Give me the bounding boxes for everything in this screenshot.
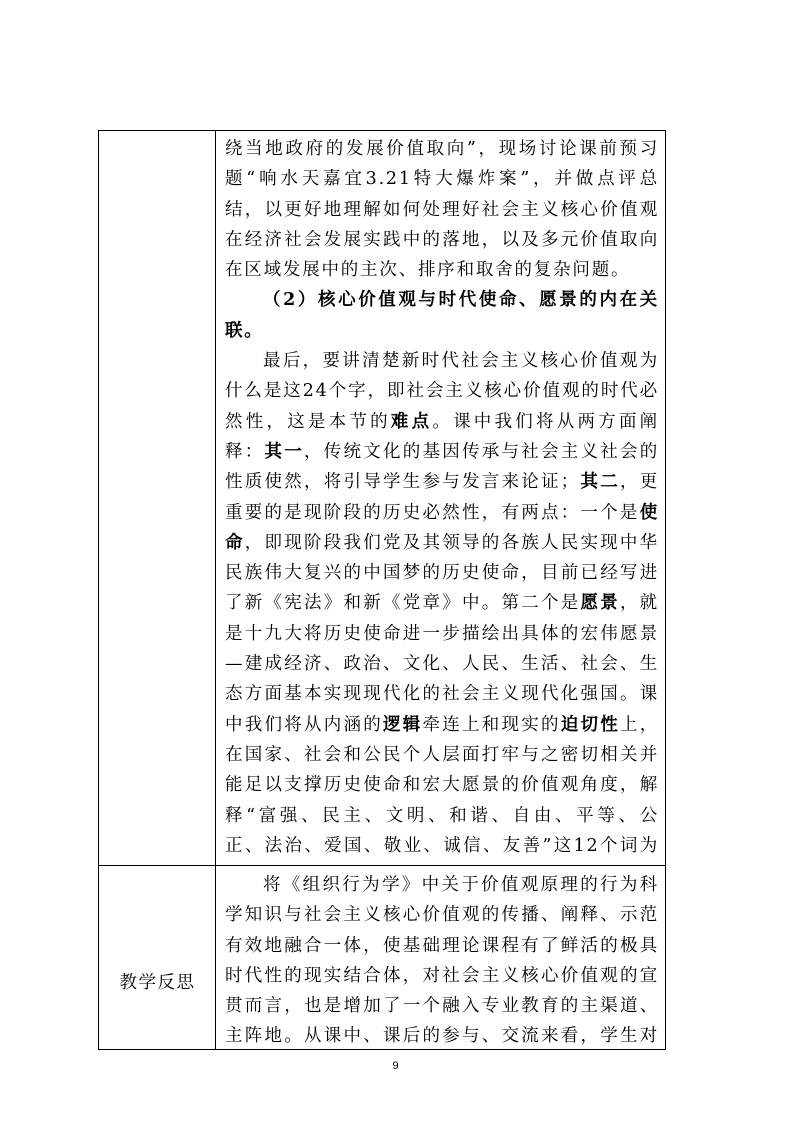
reflection-paragraph: 将《组织行为学》中关于价值观原理的行为科学知识与社会主义核心价值观的传播、阐释、示范有效地融合一体，使基础理论课程有了鲜活的极具时代性的现实结合体，对社会主义核心价值观的宣贯而言，也是增加了一个融入专业教育的主渠道、主阵地。从课中、课后的参与、交流来看，学生对: [225, 875, 659, 1047]
bold-keyword: 其二: [580, 472, 620, 493]
text-segment: ，就是十九大将历史使命进一步描绘出具体的宏伟愿景—建成经济、政治、文化、人民、生活、社会、生态方面基本实现现代化的社会主义现代化强国。课中我们将从内涵的: [225, 593, 659, 735]
content-paragraphs: [225, 134, 659, 865]
bold-keyword: 难点: [390, 411, 433, 432]
text-segment: 上，在国家、社会和公民个人层面打牢与之密切相关并能足以支撑历史使命和宏大愿景的价值观角度，解释“富强、民主、文明、和谐、自由、平等、公正、法治、爱国、敬业、诚信、友善”这12个词为: [225, 714, 659, 856]
continuation-paragraph: 绕当地政府的发展价值取向”，现场讨论课前预习题“响水天嘉宜3.21特大爆炸案”，并做点评总结，以更好地理解如何处理好社会主义核心价值观在经济社会发展实践中的落地，以及多元价值取向在区域发展中的主次、排序和取舍的复杂问题。: [225, 139, 659, 281]
text-segment: ，传统文化的基因传承与社会主义社会的性质使然，将引导学生参与发言来论证；: [225, 441, 659, 493]
text-segment: ，即现阶段我们党及其领导的各族人民实现中华民族伟大复兴的中国梦的历史使命，目前已经写进了新《宪法》和新《党章》中。第二个是: [225, 532, 659, 614]
row-label-cell: [99, 866, 216, 1049]
content-paragraphs: [225, 870, 659, 1049]
text-segment: 牵连上和现实的: [422, 714, 561, 735]
bold-keyword: 迫切性: [560, 714, 620, 735]
bold-keyword: 其一: [264, 441, 304, 462]
section-heading: （2）核心价值观与时代使命、愿景的内在关联。: [225, 290, 659, 341]
teaching-content-row: [99, 131, 665, 866]
reflection-label: 教学反思: [119, 973, 196, 993]
teaching-reflection-row: [99, 866, 665, 1049]
lesson-plan-table: [98, 130, 666, 1050]
text-segment: 。课中我们将从两方面阐释：: [225, 411, 659, 462]
bold-keyword: 愿景: [580, 593, 620, 614]
content-cell: [216, 866, 665, 1049]
bold-keyword: 逻辑: [382, 714, 423, 735]
bold-keyword: 使命: [225, 502, 659, 553]
content-cell: [216, 131, 665, 865]
page-number: 9: [392, 1060, 399, 1072]
row-label-cell: [99, 131, 216, 865]
text-segment: ，更重要的是现阶段的历史必然性，有两点：一个是: [225, 472, 659, 523]
difficulty-paragraph: [225, 346, 659, 865]
text-segment: 最后，要讲清楚新时代社会主义核心价值观为什么是这24个字，即社会主义核心价值观的时代必然性，这是本节的: [225, 351, 659, 432]
